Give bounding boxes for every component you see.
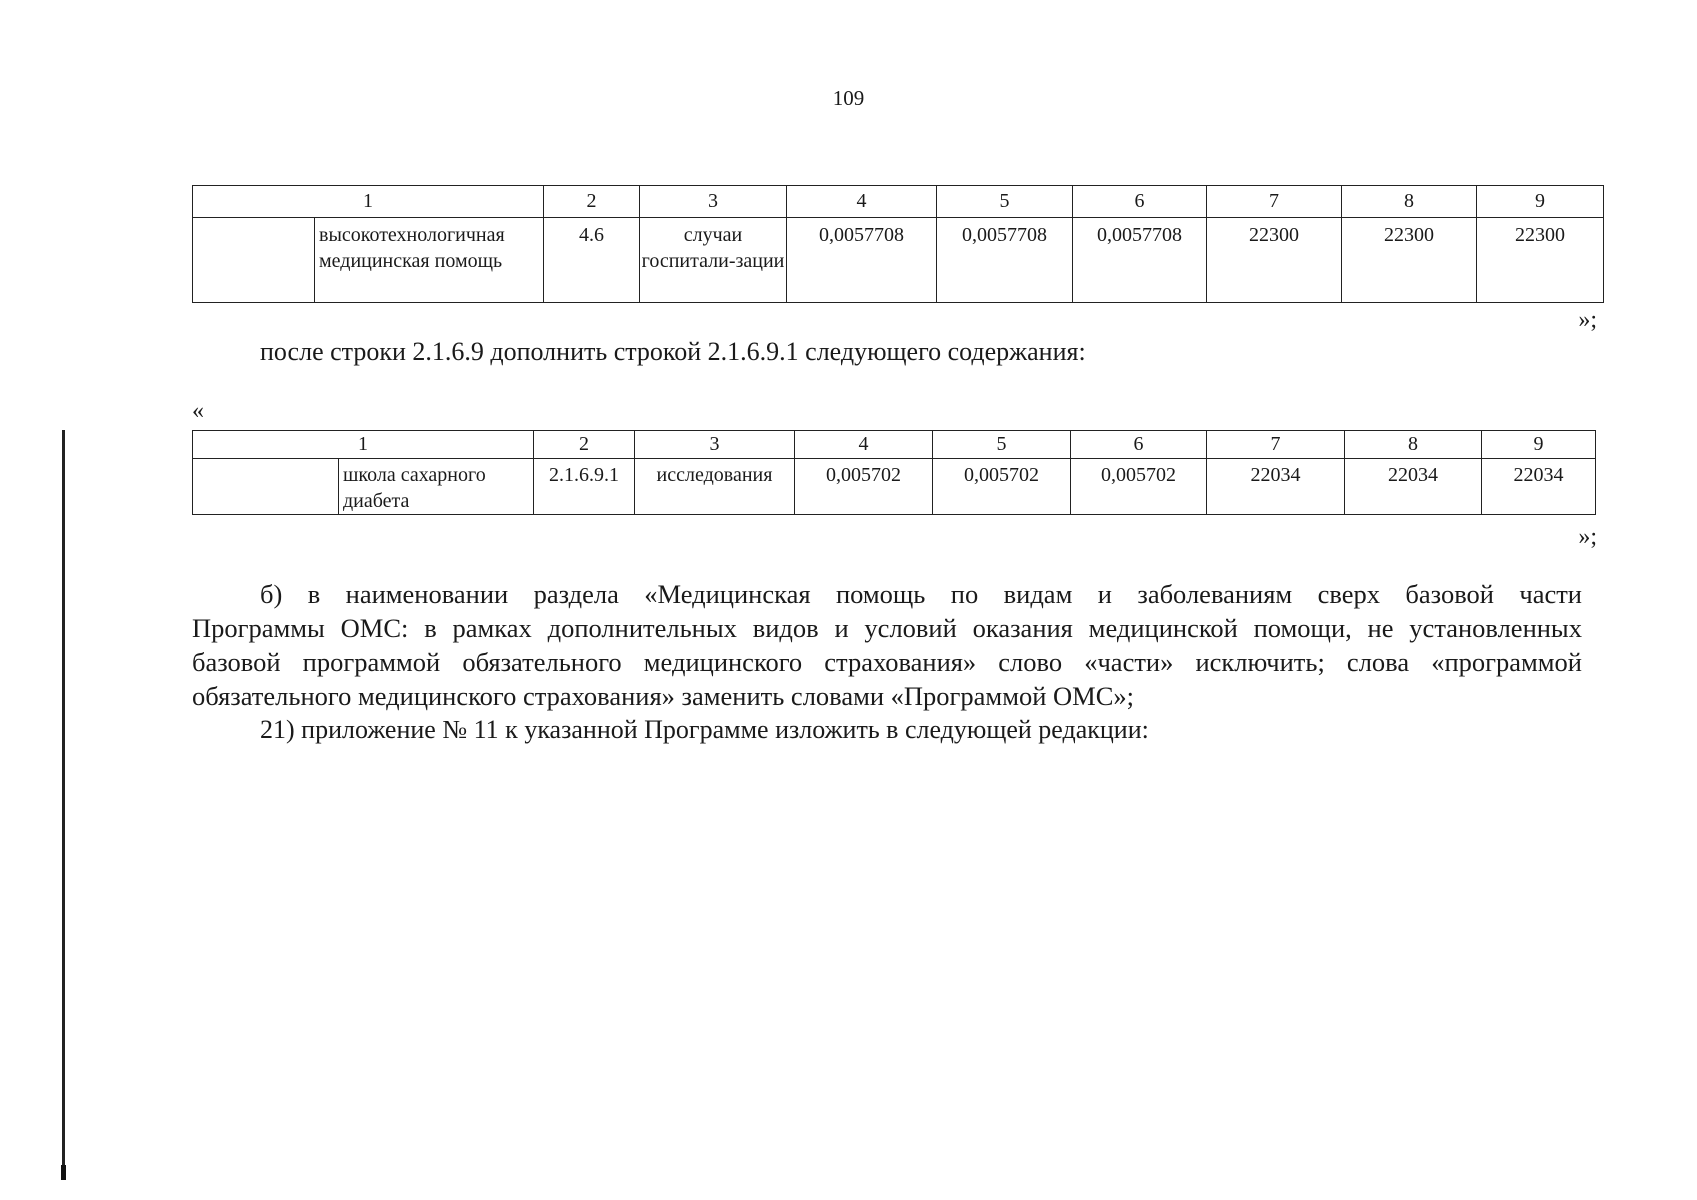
cell-value-7: 22300 — [1207, 218, 1342, 303]
cell-value-4: 0,0057708 — [787, 218, 937, 303]
header-cell-5: 5 — [937, 186, 1073, 218]
table-row — [193, 459, 1596, 515]
closing-quote: »; — [1578, 307, 1597, 333]
cell-name: школа сахарного диабета — [339, 459, 534, 515]
cell-blank — [193, 218, 315, 303]
paragraph-b-line-1: б) в наименовании раздела «Медицинская помощь по видам и заболеваниям сверх базовой части — [260, 579, 1582, 609]
opening-quote: « — [192, 398, 204, 424]
cell-unit: случаи госпитали-зации — [640, 218, 787, 303]
header-cell-8: 8 — [1345, 431, 1482, 459]
cell-value-6: 0,0057708 — [1073, 218, 1207, 303]
table-row — [193, 218, 1604, 303]
header-cell-1: 1 — [193, 186, 544, 218]
cell-blank — [193, 459, 339, 515]
header-cell-2: 2 — [544, 186, 640, 218]
cell-value-9: 22300 — [1477, 218, 1604, 303]
header-cell-7: 7 — [1207, 431, 1345, 459]
table-1 — [192, 185, 1604, 303]
table-2 — [192, 430, 1596, 515]
header-cell-3: 3 — [635, 431, 795, 459]
cell-value-4: 0,005702 — [795, 459, 933, 515]
instruction-line: после строки 2.1.6.9 дополнить строкой 2.1.6.9.1 следующего содержания: — [260, 337, 1086, 366]
header-cell-4: 4 — [787, 186, 937, 218]
paragraph-b-line-2: Программы ОМС: в рамках дополнительных видов и условий оказания медицинской помощи, не установленных — [192, 613, 1582, 643]
cell-value-5: 0,0057708 — [937, 218, 1073, 303]
page-number: 109 — [832, 86, 865, 110]
header-cell-4: 4 — [795, 431, 933, 459]
header-cell-8: 8 — [1342, 186, 1477, 218]
cell-name: высокотехнологичная медицинская помощь — [315, 218, 544, 303]
table-header-row — [193, 431, 1596, 459]
cell-code: 4.6 — [544, 218, 640, 303]
paragraph-21: 21) приложение № 11 к указанной Программе изложить в следующей редакции: — [260, 715, 1149, 744]
cell-value-9: 22034 — [1482, 459, 1596, 515]
paragraph-b-line-4: обязательного медицинского страхования» заменить словами «Программой ОМС»; — [192, 681, 1135, 711]
header-cell-6: 6 — [1071, 431, 1207, 459]
cell-value-5: 0,005702 — [933, 459, 1071, 515]
cell-code: 2.1.6.9.1 — [534, 459, 635, 515]
header-cell-6: 6 — [1073, 186, 1207, 218]
header-cell-5: 5 — [933, 431, 1071, 459]
header-cell-9: 9 — [1477, 186, 1604, 218]
cell-value-8: 22300 — [1342, 218, 1477, 303]
cell-value-6: 0,005702 — [1071, 459, 1207, 515]
cell-value-7: 22034 — [1207, 459, 1345, 515]
header-cell-1: 1 — [193, 431, 534, 459]
closing-quote: »; — [1578, 524, 1597, 550]
header-cell-3: 3 — [640, 186, 787, 218]
header-cell-2: 2 — [534, 431, 635, 459]
header-cell-9: 9 — [1482, 431, 1596, 459]
header-cell-7: 7 — [1207, 186, 1342, 218]
table-header-row — [193, 186, 1604, 218]
paragraph-b-line-3: базовой программой обязательного медицинского страхования» слово «части» исключить; слова «программой — [192, 647, 1582, 677]
margin-bar — [62, 430, 65, 1180]
cell-value-8: 22034 — [1345, 459, 1482, 515]
margin-bar-end — [61, 1165, 66, 1180]
cell-unit: исследования — [635, 459, 795, 515]
